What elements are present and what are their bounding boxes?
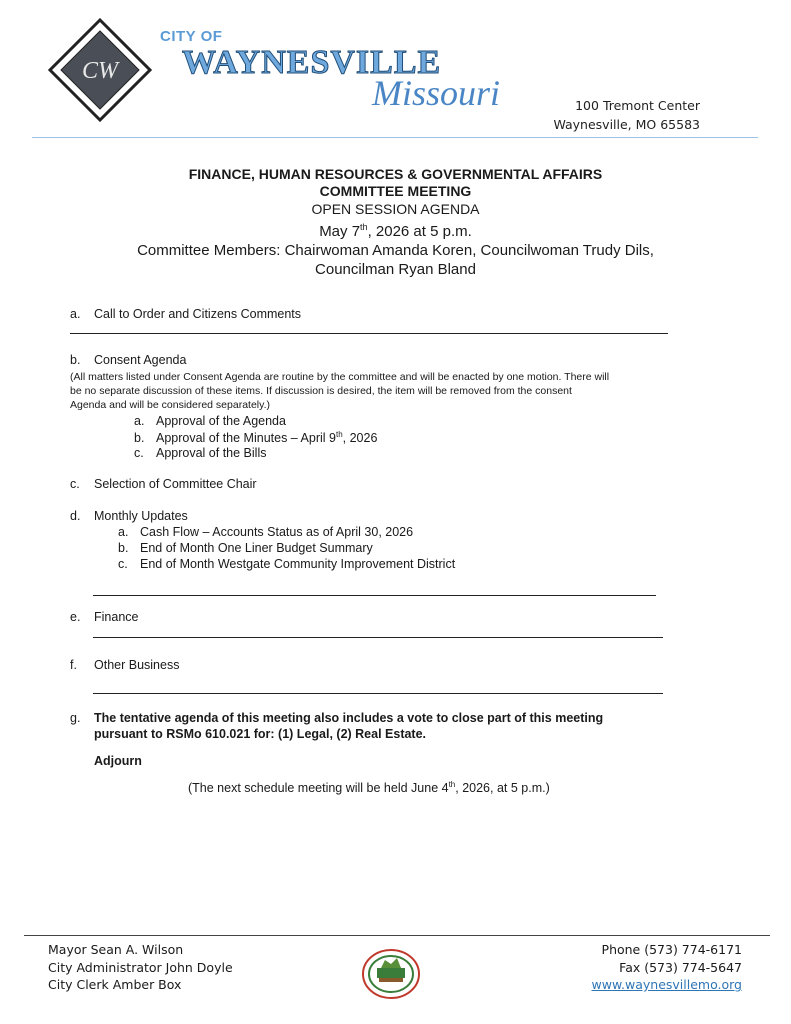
agenda-item-d: d. Monthly Updates: [70, 509, 188, 523]
footer-city-administrator: City Administrator John Doyle: [48, 960, 233, 975]
meeting-date: May 7th, 2026 at 5 p.m.: [319, 222, 472, 240]
committee-members-line2: Councilman Ryan Bland: [315, 261, 476, 278]
city-logo-emblem: [48, 18, 152, 122]
consent-sub-b: b. Approval of the Minutes – April 9th, 2026: [134, 430, 378, 446]
committee-name-line2: COMMITTEE MEETING: [319, 183, 472, 199]
agenda-item-e: e. Finance: [70, 610, 139, 624]
consent-sub-c: c. Approval of the Bills: [134, 446, 267, 460]
agenda-item-g-line2: pursuant to RSMo 610.021 for: (1) Legal, (2) Real Estate.: [94, 727, 427, 741]
session-label: OPEN SESSION AGENDA: [311, 201, 480, 217]
consent-sub-a: a. Approval of the Agenda: [134, 414, 286, 428]
footer-divider: [24, 935, 770, 936]
footer-mayor: Mayor Sean A. Wilson: [48, 942, 184, 957]
agenda-item-f-rule: [93, 693, 663, 694]
monthly-sub-b: b. End of Month One Liner Budget Summary: [118, 541, 373, 555]
address-line-1: 100 Tremont Center: [575, 98, 700, 113]
agenda-item-c: c. Selection of Committee Chair: [70, 477, 257, 491]
agenda-item-e-rule: [93, 637, 663, 638]
agenda-item-a-rule: [70, 333, 668, 334]
footer-city-clerk: City Clerk Amber Box: [48, 977, 182, 992]
state-script-wordmark: Missouri: [372, 73, 501, 113]
footer-fax: Fax (573) 774-5647: [619, 960, 742, 975]
city-name-wordmark: WAYNESVILLE: [182, 44, 442, 81]
footer-phone: Phone (573) 774-6171: [601, 942, 742, 957]
adjourn-label: Adjourn: [94, 754, 142, 768]
agenda-item-d-rule: [93, 595, 656, 596]
agenda-item-f: f. Other Business: [70, 658, 180, 672]
address-line-2: Waynesville, MO 65583: [553, 117, 700, 132]
agenda-item-g: g. The tentative agenda of this meeting also includes a vote to close part of this meeting: [70, 711, 604, 725]
monthly-sub-a: a. Cash Flow – Accounts Status as of April 30, 2026: [118, 525, 414, 539]
committee-members-line1: Committee Members: Chairwoman Amanda Koren, Councilwoman Trudy Dils,: [137, 242, 654, 259]
city-of-label: CITY OF: [160, 28, 223, 45]
city-seal-icon: [361, 948, 421, 1000]
header-divider: [32, 137, 758, 138]
agenda-title-block: [0, 166, 791, 279]
consent-agenda-note: (All matters listed under Consent Agenda are routine by the committee and will be enacted by one motion. There will be no separate discussion of these items. If discussion is desired, the item will be removed from the consent Agenda and will be considered separately.): [70, 371, 610, 411]
committee-name-line1: FINANCE, HUMAN RESOURCES & GOVERNMENTAL AFFAIRS: [188, 166, 603, 182]
next-meeting-note: (The next schedule meeting will be held June 4th, 2026, at 5 p.m.): [188, 780, 550, 796]
footer-website-link[interactable]: www.waynesvillemo.org: [591, 977, 742, 992]
monthly-sub-c: c. End of Month Westgate Community Improvement District: [118, 557, 456, 571]
agenda-item-a: a. Call to Order and Citizens Comments: [70, 307, 302, 321]
logo-monogram: CW: [82, 58, 118, 84]
agenda-item-b: b. Consent Agenda: [70, 353, 187, 367]
